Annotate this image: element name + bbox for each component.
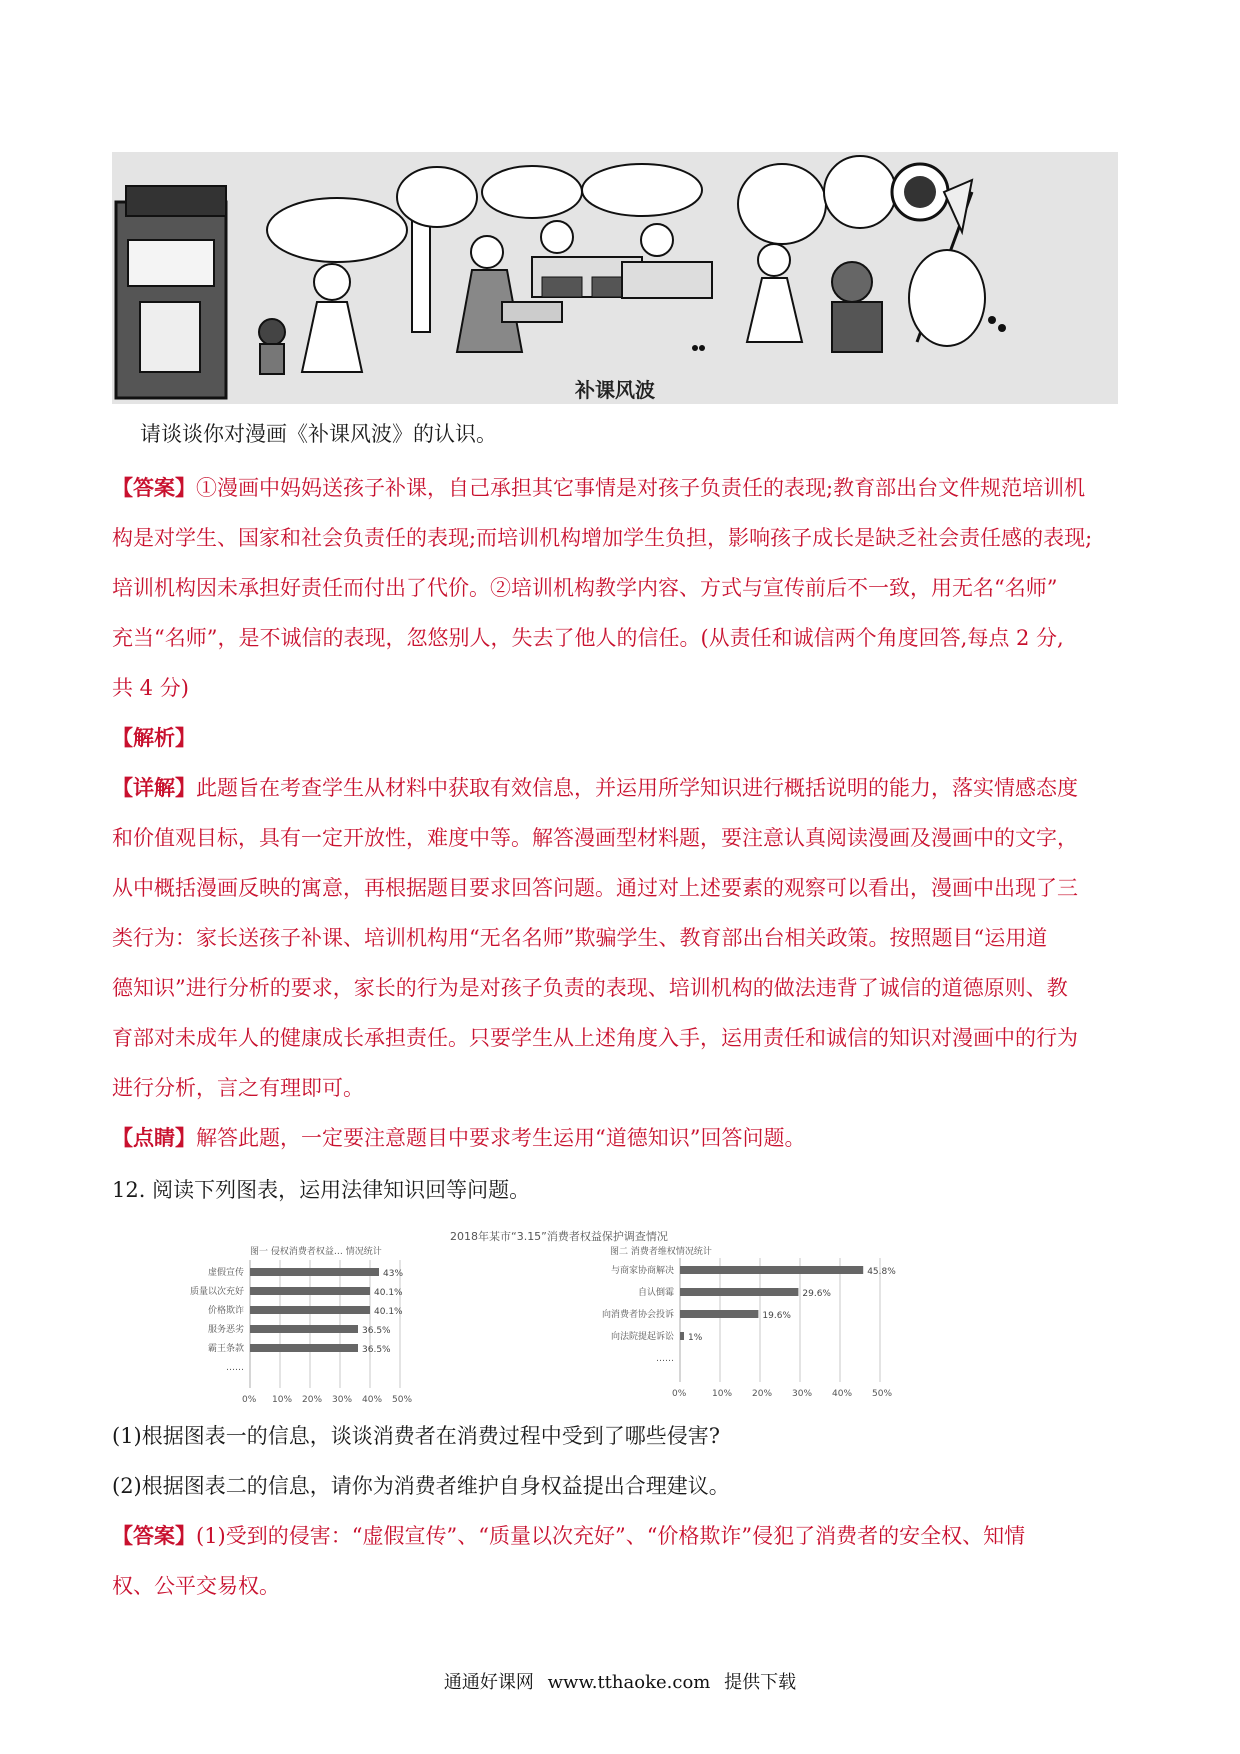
chart-bar-1-1 xyxy=(680,1288,798,1296)
chart-xtick-1-5: 50% xyxy=(872,1389,893,1399)
chart-xtick-0-0: 0% xyxy=(242,1395,257,1403)
chart-xtick-1-4: 40% xyxy=(832,1389,853,1399)
chart-bar-0-2 xyxy=(250,1306,370,1314)
chart-value-label-1-2: 19.6% xyxy=(762,1311,791,1321)
chart-value-label-0-3: 36.5% xyxy=(362,1326,391,1336)
chart-xtick-1-2: 20% xyxy=(752,1389,773,1399)
chart-category-0-4: 霸王条款 xyxy=(207,1344,244,1354)
comic-caption: 补课风波 xyxy=(575,378,655,402)
chart-value-label-0-4: 36.5% xyxy=(362,1345,391,1355)
chart-category-1-0: 与商家协商解决 xyxy=(610,1266,674,1276)
q11-tip-line: 【点睛】解答此题，一定要注意题目中要求考生运用“道德知识”回答问题。 xyxy=(112,1125,806,1150)
chart-value-label-1-3: 1% xyxy=(688,1333,703,1343)
tip-tag: 【点睛】 xyxy=(112,1125,196,1150)
charts-header: 2018年某市“3.15”消费者权益保护调查情况 xyxy=(450,1230,668,1243)
q11-detail-line-1: 【详解】此题旨在考查学生从材料中获取有效信息，并运用所学知识进行概括说明的能力，落实情感态度 xyxy=(112,775,1078,800)
chart-category-0-5: …… xyxy=(226,1363,244,1373)
answer-tag-2: 【答案】 xyxy=(112,1523,196,1548)
comic-drawing xyxy=(112,152,1118,404)
chart-bar-0-4 xyxy=(250,1344,358,1352)
q11-answer-line-3: 培训机构因未承担好责任而付出了代价。②培训机构教学内容、方式与宣传前后不一致，用无名“名师” xyxy=(112,576,1058,600)
q12-charts xyxy=(150,1228,1010,1403)
chart-xtick-1-1: 10% xyxy=(712,1389,733,1399)
chart-category-1-2: 向消费者协会投诉 xyxy=(601,1310,674,1320)
detail-tag: 【详解】 xyxy=(112,775,196,800)
chart-xtick-0-5: 50% xyxy=(392,1395,413,1403)
chart-xtick-0-3: 30% xyxy=(332,1395,353,1403)
chart-xtick-1-0: 0% xyxy=(672,1389,687,1399)
q11-detail-line-2: 和价值观目标，具有一定开放性，难度中等。解答漫画型材料题，要注意认真阅读漫画及漫画中的文字， xyxy=(112,826,1078,850)
chart-category-0-3: 服务恶劣 xyxy=(207,1325,244,1335)
chart-xtick-0-1: 10% xyxy=(272,1395,293,1403)
chart-category-0-0: 虚假宣传 xyxy=(207,1268,244,1278)
chart-category-1-4: …… xyxy=(656,1354,674,1364)
q11-detail-line-3: 从中概括漫画反映的寓意，再根据题目要求回答问题。通过对上述要素的观察可以看出，漫画中出现了三 xyxy=(112,876,1078,900)
footer-suffix: 提供下载 xyxy=(724,1672,797,1693)
chart-xtick-1-3: 30% xyxy=(792,1389,813,1399)
chart-xtick-0-4: 40% xyxy=(362,1395,383,1403)
chart-title-0: 图一 侵权消费者权益… 情况统计 xyxy=(250,1247,382,1257)
q11-detail-line-7: 进行分析，言之有理即可。 xyxy=(112,1076,364,1100)
q11-answer-line-5: 共 4 分) xyxy=(112,676,189,700)
q11-answer-line-4: 充当“名师”，是不诚信的表现，忽悠别人，失去了他人的信任。(从责任和诚信两个角度回答,每点 2 分, xyxy=(112,626,1064,650)
chart-title-1: 图二 消费者维权情况统计 xyxy=(610,1247,712,1257)
q11-detail-line-6: 育部对未成年人的健康成长承担责任。只要学生从上述角度入手，运用责任和诚信的知识对漫画中的行为 xyxy=(112,1026,1078,1050)
q11-answer-line-2: 构是对学生、国家和社会负责任的表现;而培训机构增加学生负担，影响孩子成长是缺乏社会责任感的表现; xyxy=(112,526,1093,550)
chart-bar-0-0 xyxy=(250,1268,379,1276)
q12-prompt: 12. 阅读下列图表，运用法律知识回等问题。 xyxy=(112,1178,531,1202)
q12-sub2: (2)根据图表二的信息，请你为消费者维护自身权益提出合理建议。 xyxy=(112,1474,730,1498)
chart-category-0-2: 价格欺诈 xyxy=(207,1306,244,1316)
chart-xtick-0-2: 20% xyxy=(302,1395,323,1403)
chart-bar-1-3 xyxy=(680,1332,684,1340)
page-footer xyxy=(0,1668,1240,1694)
q11-prompt: 请谈谈你对漫画《补课风波》的认识。 xyxy=(140,422,497,446)
q12-sub1: (1)根据图表一的信息，谈谈消费者在消费过程中受到了哪些侵害? xyxy=(112,1424,721,1448)
q11-detail-line-4: 类行为：家长送孩子补课、培训机构用“无名名师”欺骗学生、教育部出台相关政策。按照题目“运用道 xyxy=(112,926,1048,950)
chart-value-label-1-0: 45.8% xyxy=(867,1267,896,1277)
q12-answer-line-1: 【答案】(1)受到的侵害：“虚假宣传”、“质量以次充好”、“价格欺诈”侵犯了消费者的安全权、知情 xyxy=(112,1523,1026,1548)
q12-answer-line-2: 权、公平交易权。 xyxy=(112,1574,280,1598)
analysis-tag: 【解析】 xyxy=(112,725,196,750)
footer-site-name: 通通好课网 xyxy=(443,1672,534,1693)
chart-value-label-0-1: 40.1% xyxy=(374,1288,403,1298)
q11-answer-line-1: 【答案】①漫画中妈妈送孩子补课，自己承担其它事情是对孩子负责任的表现;教育部出台文件规范培训机 xyxy=(112,475,1086,500)
q11-detail-line-5: 德知识”进行分析的要求，家长的行为是对孩子负责的表现、培训机构的做法违背了诚信的道德原则、教 xyxy=(112,976,1068,1000)
answer-tag: 【答案】 xyxy=(112,475,196,500)
chart-value-label-1-1: 29.6% xyxy=(802,1289,831,1299)
chart-bar-1-2 xyxy=(680,1310,758,1318)
chart-category-1-3: 向法院提起诉讼 xyxy=(610,1332,674,1342)
survey-charts xyxy=(150,1228,1010,1403)
chart-bar-0-3 xyxy=(250,1325,358,1333)
chart-category-1-1: 自认倒霉 xyxy=(637,1288,674,1298)
chart-value-label-0-0: 43% xyxy=(383,1269,404,1279)
chart-category-0-1: 质量以次充好 xyxy=(189,1287,244,1297)
chart-bar-1-0 xyxy=(680,1266,863,1274)
footer-url[interactable]: www.tthaoke.com xyxy=(547,1672,711,1693)
chart-bar-0-1 xyxy=(250,1287,370,1295)
comic-illustration xyxy=(112,152,1118,404)
chart-value-label-0-2: 40.1% xyxy=(374,1307,403,1317)
